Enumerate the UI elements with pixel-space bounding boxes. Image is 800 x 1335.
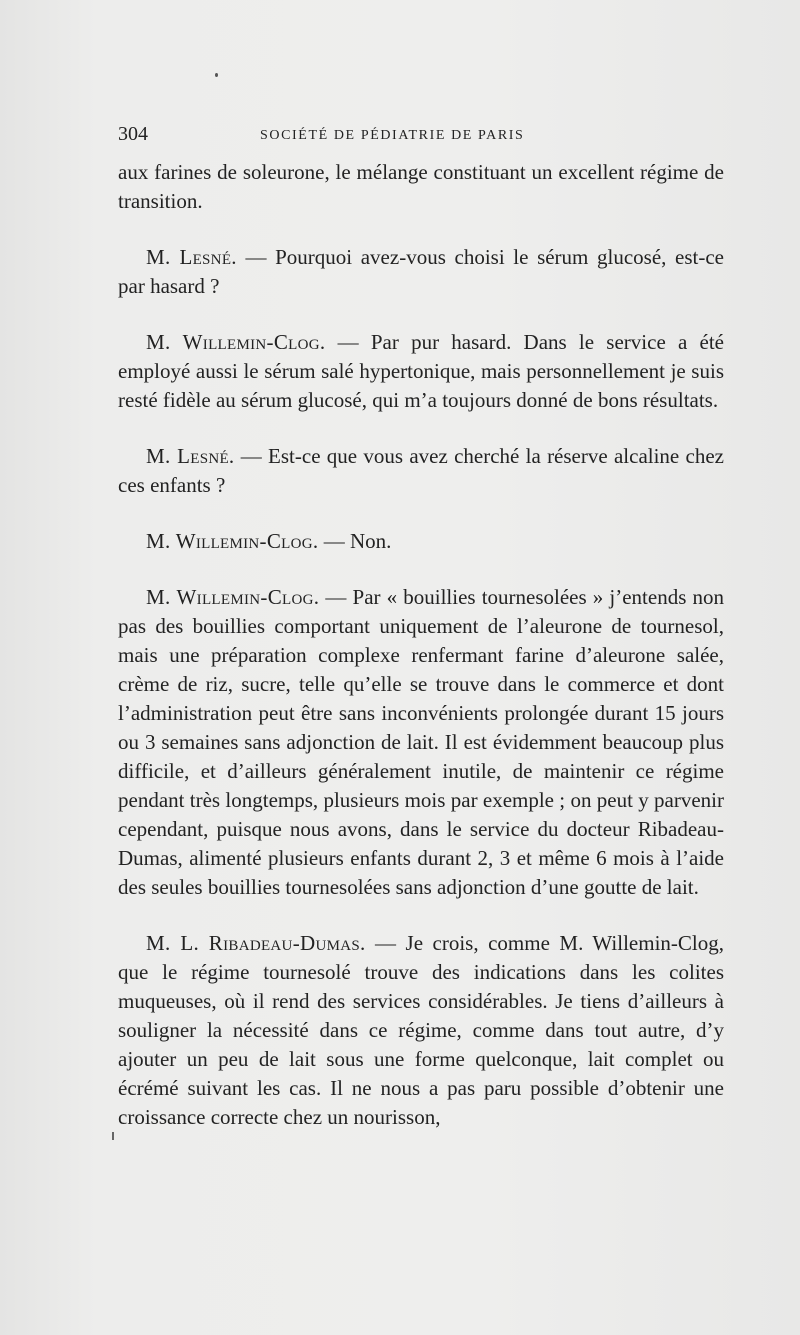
- paragraph-willemin-non: [118, 527, 724, 556]
- paragraph-text: — Par « bouillies tournesolées » j’entends non pas des bouillies comportant uniquement de l’aleurone de tournesol, mais une préparation complexe renfermant farine d’aleurone salée, crème de riz, sucre, telle qu’elle se trouve dans le commerce et dont l’administration peut être sans inconvénients prolongée durant 15 jours ou 3 semaines sans adjonction de lait. Il est évidemment beaucoup plus difficile, et d’ailleurs généralement inutile, de maintenir ce régime pendant très longtemps, plusieurs mois par exemple ; on peut y parvenir cependant, puisque nous avons, dans le service du docteur Ribadeau-Dumas, alimenté plusieurs enfants durant 2, 3 et même 6 mois à l’aide des seules bouillies tournesolées sans adjonction d’une goutte de lait.: [118, 585, 724, 899]
- paragraph-willemin-bouillies: [118, 583, 724, 902]
- page-header: [118, 123, 724, 155]
- margin-mark: [112, 1132, 114, 1140]
- paragraph-ribadeau-dumas: [118, 929, 724, 1132]
- speaker-name: M. L. Ribadeau-Dumas.: [146, 931, 366, 955]
- speaker-name: M. Willemin-Clog.: [146, 585, 320, 609]
- speaker-name: M. Willemin-Clog.: [146, 330, 326, 354]
- speaker-name: M. Lesné.: [146, 444, 235, 468]
- paragraph-text: — Par pur hasard. Dans le service a été employé aussi le sérum salé hypertonique, mais personnellement je suis resté fidèle au sérum glucosé, qui m’a toujours donné de bons résultats.: [118, 330, 724, 412]
- speaker-name: M. Willemin-Clog.: [146, 529, 319, 553]
- paragraph-willemin-answer: [118, 328, 724, 415]
- ink-speck: [215, 73, 218, 77]
- paragraph-lesne-question: [118, 243, 724, 301]
- paragraph-text: aux farines de soleurone, le mélange constituant un excellent régime de transition.: [118, 160, 724, 213]
- paragraph-text: — Non.: [318, 529, 392, 553]
- page-number: 304: [118, 123, 148, 145]
- running-title: SOCIÉTÉ DE PÉDIATRIE DE PARIS: [260, 128, 525, 143]
- paragraph-lesne-reserve: [118, 442, 724, 500]
- paragraph-continuation: [118, 158, 724, 216]
- paragraph-text: — Pourquoi avez-vous choisi le sérum glucosé, est-ce par hasard ?: [118, 245, 725, 298]
- paragraph-text: — Est-ce que vous avez cherché la réserve alcaline chez ces enfants ?: [118, 444, 724, 497]
- body-text: [118, 158, 724, 1159]
- speaker-name: M. Lesné.: [146, 245, 237, 269]
- paragraph-text: — Je crois, comme M. Willemin-Clog, que le régime tournesolé trouve des indications dans les colites muqueuses, où il rend des services considérables. Je tiens d’ailleurs à souligner la nécessité dans ce régime, comme dans tout autre, d’y ajouter un peu de lait sous une forme quelconque, lait complet ou écrémé suivant les cas. Il ne nous a pas paru possible d’obtenir une croissance correcte chez un nourisson,: [118, 931, 724, 1129]
